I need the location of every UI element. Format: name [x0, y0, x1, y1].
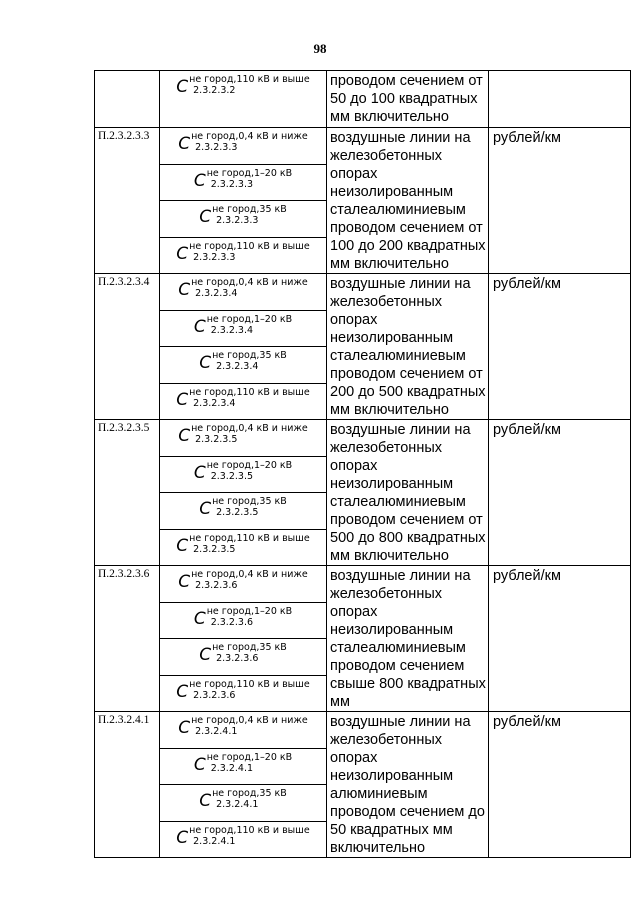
rate-symbol	[160, 676, 326, 701]
symbol-cell	[160, 785, 327, 822]
rate-symbol	[160, 493, 326, 518]
symbol-superscript: не город,110 кВ и выше	[189, 532, 310, 544]
rate-symbol	[160, 201, 326, 226]
symbol-subscript: 2.3.2.3.3	[210, 178, 254, 190]
table-row	[95, 274, 631, 311]
symbol-cell	[160, 71, 327, 128]
symbol-letter: C	[199, 499, 212, 519]
symbol-superscript: не город,110 кВ и выше	[189, 74, 310, 85]
code-cell	[95, 71, 160, 128]
rate-symbol	[160, 128, 326, 153]
symbol-superscript: не город,0,4 кВ и ниже	[191, 715, 308, 726]
symbol-letter: C	[176, 243, 189, 264]
rate-symbol	[160, 384, 326, 409]
symbol-cell	[160, 529, 327, 566]
symbol-superscript: не город,1–20 кВ	[206, 313, 293, 325]
description-cell: воздушные линии на железобетонных опорах неизолированным сталеалюминиевым проводом сечением от 100 до 200 квадратных мм включительно	[327, 128, 489, 274]
symbol-superscript: не город,1–20 кВ	[206, 751, 293, 763]
symbol-subscript: 2.3.2.3.3	[193, 251, 236, 263]
rate-symbol	[160, 603, 326, 628]
symbol-letter: C	[176, 681, 189, 702]
symbol-subscript: 2.3.2.3.4	[216, 361, 259, 372]
symbol-cell	[160, 639, 327, 676]
rate-symbol	[160, 238, 326, 263]
rate-symbol	[160, 566, 326, 591]
symbol-cell	[160, 821, 327, 858]
symbol-letter: C	[178, 426, 191, 446]
rate-symbol	[160, 639, 326, 664]
rate-symbol	[160, 165, 326, 190]
symbol-subscript: 2.3.2.3.6	[193, 689, 236, 701]
symbol-subscript: 2.3.2.3.3	[216, 215, 259, 226]
rate-symbol	[160, 785, 326, 810]
symbol-subscript: 2.3.2.4.1	[210, 762, 254, 774]
symbol-superscript: не город,35 кВ	[212, 350, 287, 361]
symbol-cell	[160, 237, 327, 274]
symbol-letter: C	[176, 535, 189, 556]
unit-cell	[489, 71, 631, 128]
description-cell: воздушные линии на железобетонных опорах неизолированным сталеалюминиевым проводом сечением от 200 до 500 квадратных мм включительно	[327, 274, 489, 420]
symbol-superscript: не город,110 кВ и выше	[189, 678, 310, 690]
table-row	[95, 712, 631, 749]
symbol-subscript: 2.3.2.3.2	[193, 85, 236, 96]
rate-symbol	[160, 420, 326, 445]
symbol-subscript: 2.3.2.3.4	[210, 324, 254, 336]
rate-symbol	[160, 712, 326, 737]
symbol-letter: C	[199, 645, 212, 665]
symbol-letter: C	[178, 134, 191, 154]
symbol-cell	[160, 128, 327, 165]
symbol-cell	[160, 748, 327, 785]
symbol-letter: C	[178, 572, 191, 592]
symbol-cell	[160, 493, 327, 530]
symbol-subscript: 2.3.2.3.5	[210, 470, 254, 482]
symbol-letter: C	[176, 77, 189, 97]
symbol-subscript: 2.3.2.3.5	[216, 507, 259, 518]
rate-symbol	[160, 311, 326, 336]
symbol-subscript: 2.3.2.4.1	[193, 835, 236, 847]
description-cell: проводом сечением от 50 до 100 квадратных мм включительно	[327, 71, 489, 128]
symbol-subscript: 2.3.2.3.3	[195, 142, 238, 153]
page-number: 98	[313, 41, 327, 56]
symbol-superscript: не город,0,4 кВ и ниже	[191, 423, 308, 434]
symbol-letter: C	[193, 754, 206, 775]
unit-cell: рублей/км	[489, 128, 631, 274]
rate-symbol	[160, 530, 326, 555]
symbol-cell	[160, 383, 327, 420]
table-row	[95, 420, 631, 457]
symbol-subscript: 2.3.2.3.5	[195, 434, 238, 445]
symbol-superscript: не город,0,4 кВ и ниже	[191, 569, 308, 580]
symbol-superscript: не город,35 кВ	[212, 204, 287, 215]
unit-cell: рублей/км	[489, 420, 631, 566]
symbol-subscript: 2.3.2.4.1	[216, 799, 259, 810]
symbol-letter: C	[178, 280, 191, 300]
symbol-cell	[160, 420, 327, 457]
symbol-superscript: не город,1–20 кВ	[206, 605, 293, 617]
unit-cell: рублей/км	[489, 274, 631, 420]
symbol-cell	[160, 347, 327, 384]
symbol-subscript: 2.3.2.3.4	[195, 288, 238, 299]
symbol-cell	[160, 274, 327, 311]
code-cell: П.2.3.2.3.5	[95, 420, 160, 566]
symbol-cell	[160, 566, 327, 603]
symbol-superscript: не город,0,4 кВ и ниже	[191, 277, 308, 288]
symbol-cell	[160, 675, 327, 712]
symbol-subscript: 2.3.2.3.6	[195, 580, 238, 591]
symbol-cell	[160, 201, 327, 238]
code-cell: П.2.3.2.4.1	[95, 712, 160, 858]
symbol-superscript: не город,1–20 кВ	[206, 459, 293, 471]
rate-symbol	[160, 822, 326, 847]
symbol-letter: C	[193, 316, 206, 337]
symbol-letter: C	[176, 827, 189, 848]
tariff-table	[94, 70, 631, 858]
symbol-cell	[160, 602, 327, 639]
symbol-superscript: не город,110 кВ и выше	[189, 240, 310, 252]
table-row-continuation	[95, 71, 631, 128]
symbol-letter: C	[176, 389, 189, 410]
symbol-letter: C	[199, 791, 212, 811]
symbol-letter: C	[193, 462, 206, 483]
table-row	[95, 128, 631, 165]
description-cell: воздушные линии на железобетонных опорах неизолированным сталеалюминиевым проводом сечением от 500 до 800 квадратных мм включительно	[327, 420, 489, 566]
description-cell: воздушные линии на железобетонных опорах неизолированным сталеалюминиевым проводом сечением свыше 800 квадратных мм	[327, 566, 489, 712]
symbol-letter: C	[193, 608, 206, 629]
code-cell: П.2.3.2.3.3	[95, 128, 160, 274]
description-cell: воздушные линии на железобетонных опорах неизолированным алюминиевым проводом сечением до 50 квадратных мм включительно	[327, 712, 489, 858]
symbol-superscript: не город,35 кВ	[212, 496, 287, 507]
unit-cell: рублей/км	[489, 566, 631, 712]
symbol-superscript: не город,35 кВ	[212, 642, 287, 653]
symbol-cell	[160, 310, 327, 347]
symbol-cell	[160, 164, 327, 201]
symbol-subscript: 2.3.2.3.6	[216, 653, 259, 664]
symbol-superscript: не город,1–20 кВ	[206, 167, 293, 179]
symbol-letter: C	[193, 170, 206, 191]
symbol-letter: C	[199, 353, 212, 373]
symbol-subscript: 2.3.2.4.1	[195, 726, 238, 737]
symbol-cell	[160, 712, 327, 749]
symbol-superscript: не город,110 кВ и выше	[189, 386, 310, 398]
symbol-superscript: не город,0,4 кВ и ниже	[191, 131, 308, 142]
table-row	[95, 566, 631, 603]
symbol-subscript: 2.3.2.3.4	[193, 397, 236, 409]
symbol-subscript: 2.3.2.3.6	[210, 616, 254, 628]
unit-cell: рублей/км	[489, 712, 631, 858]
symbol-letter: C	[178, 718, 191, 738]
symbol-letter: C	[199, 207, 212, 227]
symbol-cell	[160, 456, 327, 493]
rate-symbol	[160, 71, 326, 96]
rate-symbol	[160, 347, 326, 372]
rate-symbol	[160, 457, 326, 482]
code-cell: П.2.3.2.3.4	[95, 274, 160, 420]
symbol-superscript: не город,110 кВ и выше	[189, 824, 310, 836]
code-cell: П.2.3.2.3.6	[95, 566, 160, 712]
rate-symbol	[160, 274, 326, 299]
rate-symbol	[160, 749, 326, 774]
symbol-superscript: не город,35 кВ	[212, 788, 287, 799]
symbol-subscript: 2.3.2.3.5	[193, 543, 236, 555]
